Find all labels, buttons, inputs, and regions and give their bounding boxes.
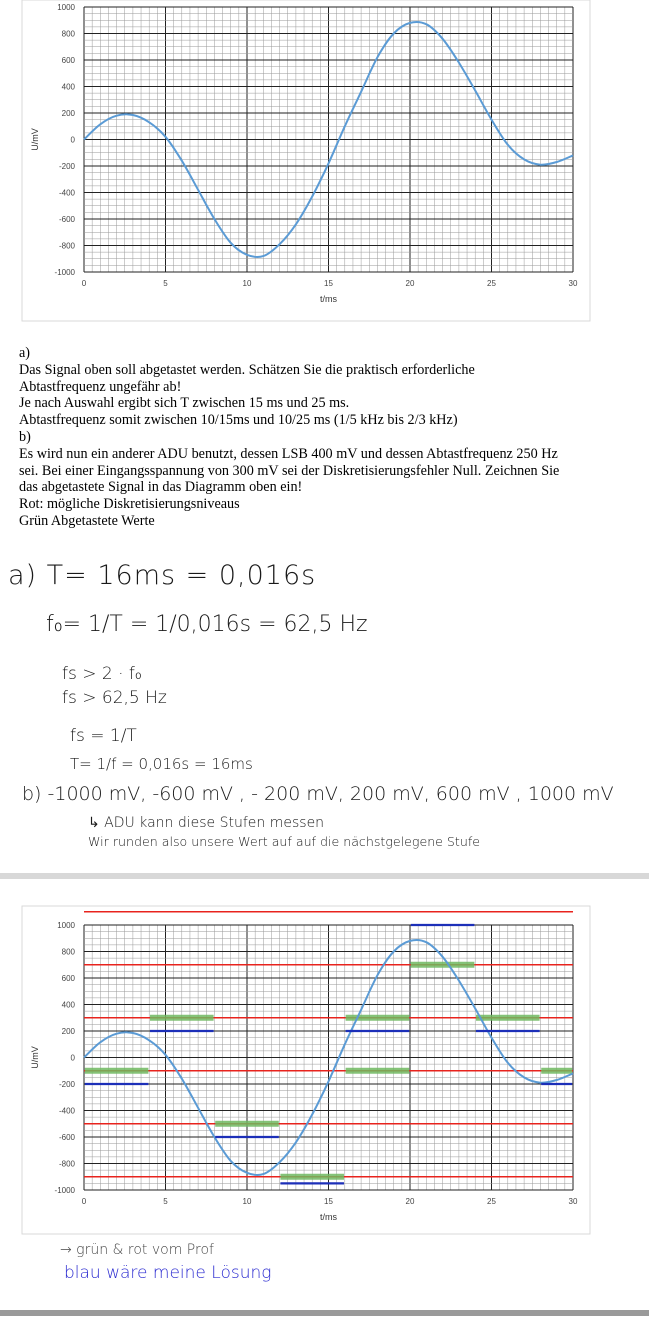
handwriting-line-1: a) T= 16ms = 0,016s bbox=[8, 560, 317, 591]
y-tick-label: -800 bbox=[58, 241, 75, 251]
x-tick-label: 20 bbox=[405, 1197, 415, 1206]
chart-frame bbox=[22, 0, 590, 321]
task-b-line-1: Es wird nun ein anderer ADU benutzt, dessen LSB 400 mV und dessen Abtastfrequenz 250 Hz bbox=[19, 445, 558, 462]
x-axis-label: t/ms bbox=[320, 1212, 337, 1222]
task-a-label: a) bbox=[19, 345, 31, 361]
y-tick-label: 0 bbox=[70, 135, 75, 145]
y-tick-label: -200 bbox=[58, 162, 75, 171]
y-tick-label: -400 bbox=[58, 1106, 75, 1116]
y-tick-label: 0 bbox=[70, 1053, 75, 1063]
x-tick-label: 10 bbox=[242, 1197, 252, 1206]
task-a-line-2: Abtastfrequenz ungefähr ab! bbox=[19, 378, 182, 395]
handwriting-line-9: Wir runden also unsere Wert auf auf die nächstgelegene Stufe bbox=[88, 834, 481, 849]
chart-1-container bbox=[0, 0, 649, 327]
handwriting-line-4: fs > 62,5 Hz bbox=[62, 688, 167, 708]
handwriting-line-10: → grün & rot vom Prof bbox=[60, 1242, 214, 1258]
y-tick-label: -1000 bbox=[54, 268, 75, 277]
y-tick-label: 1000 bbox=[57, 921, 75, 930]
y-tick-label: -200 bbox=[58, 1080, 75, 1089]
signal-chart-sampled bbox=[0, 890, 649, 1235]
y-axis-label: U/mV bbox=[30, 128, 40, 151]
y-tick-label: -600 bbox=[58, 215, 75, 224]
task-b-line-4: Rot: mögliche Diskretisierungsniveaus bbox=[19, 496, 240, 513]
y-tick-label: -800 bbox=[58, 1159, 75, 1169]
y-tick-label: -600 bbox=[58, 1133, 75, 1142]
handwriting-line-3: fs > 2 · f₀ bbox=[62, 664, 142, 684]
y-tick-label: 1000 bbox=[57, 3, 75, 12]
task-b-line-5: Grün Abgetastete Werte bbox=[19, 512, 155, 529]
y-tick-label: 400 bbox=[61, 1000, 75, 1010]
task-b-line-3: das abgetastete Signal in das Diagramm oben ein! bbox=[19, 479, 303, 496]
y-tick-label: 200 bbox=[61, 1027, 75, 1036]
chart-2-container bbox=[0, 890, 649, 1240]
x-tick-label: 5 bbox=[163, 279, 168, 288]
handwriting-line-6: T= 1/f = 0,016s = 16ms bbox=[70, 755, 253, 773]
y-tick-label: 800 bbox=[61, 29, 75, 39]
task-b-line-2: sei. Bei einer Eingangsspannung von 300 mV sei der Diskretisierungsfehler Null. Zeichnen Sie bbox=[19, 462, 560, 479]
handwriting-line-11: blau wäre meine Lösung bbox=[64, 1263, 272, 1283]
y-tick-label: 600 bbox=[61, 56, 75, 65]
x-tick-label: 0 bbox=[81, 1197, 87, 1206]
task-b-label: b) bbox=[19, 428, 31, 445]
x-tick-label: 25 bbox=[487, 279, 496, 288]
x-tick-label: 5 bbox=[163, 1197, 168, 1206]
task-text bbox=[19, 345, 629, 530]
x-tick-label: 10 bbox=[242, 279, 252, 288]
handwriting-line-7: b) -1000 mV, -600 mV , - 200 mV, 200 mV, 600 mV , 1000 mV bbox=[22, 783, 614, 805]
y-tick-label: -1000 bbox=[54, 1186, 75, 1195]
x-tick-label: 30 bbox=[568, 279, 578, 288]
signal-chart-top bbox=[0, 0, 649, 322]
x-tick-label: 0 bbox=[81, 279, 87, 288]
task-a-line-3: Je nach Auswahl ergibt sich T zwischen 15 ms und 25 ms. bbox=[19, 395, 350, 412]
task-a-line-1: Das Signal oben soll abgetastet werden. Schätzen Sie die praktisch erforderliche bbox=[19, 361, 475, 378]
task-a-line-4: Abtastfrequenz somit zwischen 10/15ms und 10/25 ms (1/5 kHz bis 2/3 kHz) bbox=[19, 412, 458, 429]
x-tick-label: 20 bbox=[405, 279, 415, 288]
y-axis-label: U/mV bbox=[30, 1046, 40, 1069]
handwriting-line-8: ↳ ADU kann diese Stufen messen bbox=[88, 815, 325, 831]
x-tick-label: 25 bbox=[487, 1197, 496, 1206]
y-tick-label: 600 bbox=[61, 974, 75, 983]
page-bottom-bar bbox=[0, 1310, 649, 1316]
y-tick-label: 200 bbox=[61, 109, 75, 118]
y-tick-label: 800 bbox=[61, 947, 75, 957]
handwriting-line-5: fs = 1/T bbox=[70, 726, 137, 746]
handwriting-line-2: f₀= 1/T = 1/0,016s = 62,5 Hz bbox=[46, 612, 368, 637]
x-tick-label: 15 bbox=[324, 279, 333, 288]
page-divider bbox=[0, 873, 649, 879]
x-axis-label: t/ms bbox=[320, 294, 337, 304]
x-tick-label: 30 bbox=[568, 1197, 578, 1206]
x-tick-label: 15 bbox=[324, 1197, 333, 1206]
y-tick-label: -400 bbox=[58, 188, 75, 198]
y-tick-label: 400 bbox=[61, 82, 75, 92]
